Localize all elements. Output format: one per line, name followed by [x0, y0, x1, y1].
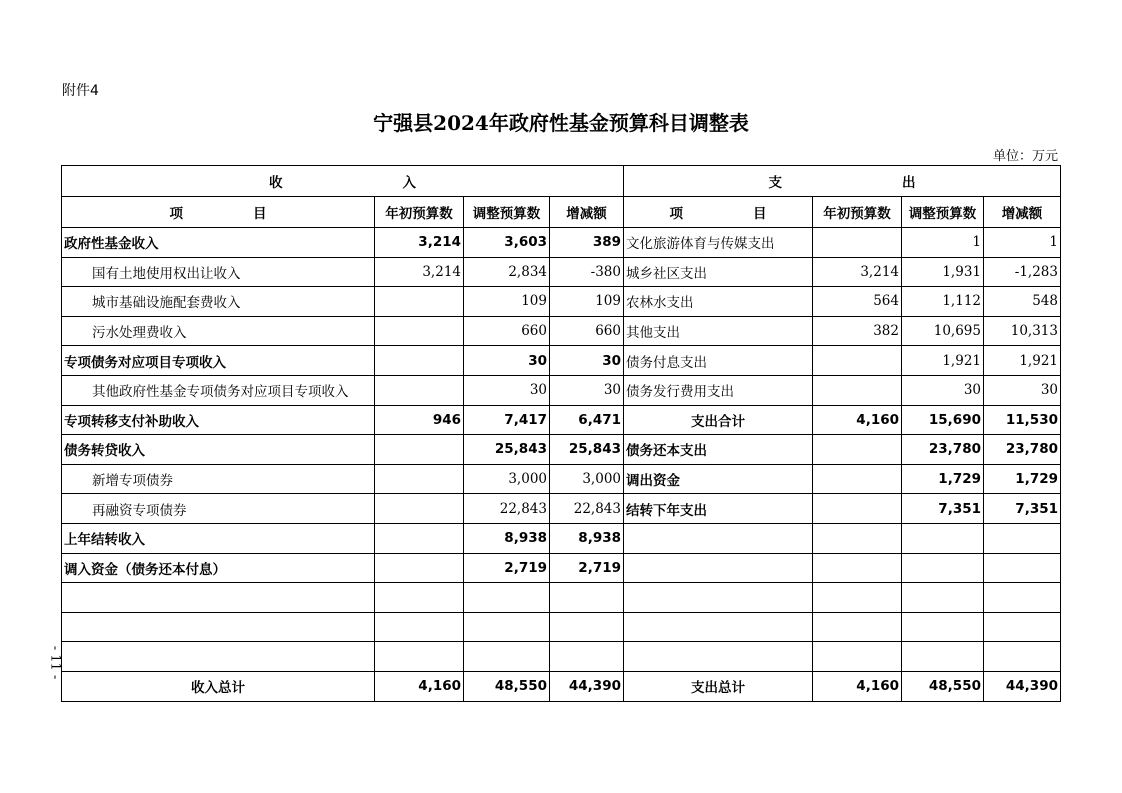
income-change-cell: 8,938: [550, 523, 624, 553]
income-initial-cell: [375, 464, 464, 494]
table-row: [62, 405, 1061, 435]
expense-change-cell: 1: [984, 228, 1061, 258]
income-change-cell: 3,000: [550, 464, 624, 494]
expense-change-cell: 30: [984, 375, 1061, 405]
page-title: 宁强县2024年政府性基金预算科目调整表: [373, 111, 749, 135]
income-adjusted-cell: 25,843: [464, 435, 550, 465]
income-adjusted-cell: 3,000: [464, 464, 550, 494]
table-row: [62, 287, 1061, 317]
income-item-cell: [62, 583, 375, 613]
expense-adjusted-cell: 1,921: [902, 346, 984, 376]
expense-change-cell: 23,780: [984, 435, 1061, 465]
income-initial-cell: [375, 642, 464, 672]
expense-initial-cell: [813, 553, 902, 583]
expense-adjusted-cell: 15,690: [902, 405, 984, 435]
expense-item-cell: 债务还本支出: [624, 435, 813, 465]
expense-initial-header: 年初预算数: [813, 197, 902, 228]
table-row: [62, 494, 1061, 524]
expense-initial-cell: 382: [813, 316, 902, 346]
income-item-cell: 再融资专项债券: [62, 494, 375, 524]
expense-initial-cell: [813, 435, 902, 465]
income-item-cell: [62, 642, 375, 672]
income-adjusted-header: 调整预算数: [464, 197, 550, 228]
income-initial-cell: [375, 346, 464, 376]
expense-initial-cell: [813, 494, 902, 524]
table-row: [62, 583, 1061, 613]
expense-header: 支 出: [624, 166, 1061, 197]
income-item-cell: 国有土地使用权出让收入: [62, 257, 375, 287]
expense-adjusted-cell: 10,695: [902, 316, 984, 346]
income-change-cell: 6,471: [550, 405, 624, 435]
income-change-cell: 44,390: [550, 671, 624, 701]
expense-change-cell: [984, 583, 1061, 613]
expense-initial-cell: [813, 583, 902, 613]
expense-initial-cell: [813, 464, 902, 494]
section-header-row: [62, 166, 1061, 197]
income-change-cell: [550, 612, 624, 642]
income-adjusted-cell: 660: [464, 316, 550, 346]
expense-change-cell: [984, 612, 1061, 642]
income-item-cell: 城市基础设施配套费收入: [62, 287, 375, 317]
income-change-header: 增减额: [550, 197, 624, 228]
income-adjusted-cell: [464, 642, 550, 672]
expense-change-cell: [984, 642, 1061, 672]
expense-item-cell: 调出资金: [624, 464, 813, 494]
income-initial-cell: 4,160: [375, 671, 464, 701]
income-adjusted-cell: 7,417: [464, 405, 550, 435]
income-change-cell: 109: [550, 287, 624, 317]
unit-label: 单位：万元: [992, 149, 1058, 164]
expense-change-cell: [984, 523, 1061, 553]
expense-initial-cell: [813, 523, 902, 553]
expense-initial-cell: [813, 346, 902, 376]
income-initial-cell: [375, 523, 464, 553]
income-initial-cell: [375, 316, 464, 346]
expense-adjusted-cell: 48,550: [902, 671, 984, 701]
income-initial-cell: [375, 583, 464, 613]
expense-item-cell: [624, 523, 813, 553]
expense-adjusted-cell: 1,931: [902, 257, 984, 287]
expense-adjusted-cell: 23,780: [902, 435, 984, 465]
income-header: 收 入: [62, 166, 624, 197]
expense-item-cell: [624, 612, 813, 642]
income-change-cell: 25,843: [550, 435, 624, 465]
attachment-label: 附件4: [62, 83, 99, 99]
income-initial-cell: [375, 553, 464, 583]
income-adjusted-cell: 2,834: [464, 257, 550, 287]
income-adjusted-cell: 48,550: [464, 671, 550, 701]
income-adjusted-cell: 109: [464, 287, 550, 317]
income-initial-cell: 3,214: [375, 257, 464, 287]
income-initial-cell: [375, 612, 464, 642]
income-change-cell: 2,719: [550, 553, 624, 583]
income-change-cell: 389: [550, 228, 624, 258]
expense-change-cell: 7,351: [984, 494, 1061, 524]
income-item-cell: 收入总计: [62, 671, 375, 701]
income-adjusted-cell: 30: [464, 346, 550, 376]
income-change-cell: 30: [550, 346, 624, 376]
expense-initial-cell: 3,214: [813, 257, 902, 287]
expense-item-cell: 文化旅游体育与传媒支出: [624, 228, 813, 258]
income-initial-cell: [375, 287, 464, 317]
income-item-cell: 污水处理费收入: [62, 316, 375, 346]
income-change-cell: 22,843: [550, 494, 624, 524]
expense-change-cell: 548: [984, 287, 1061, 317]
expense-change-cell: 1,729: [984, 464, 1061, 494]
table-row: [62, 523, 1061, 553]
expense-change-header: 增减额: [984, 197, 1061, 228]
expense-change-cell: [984, 553, 1061, 583]
income-change-cell: 660: [550, 316, 624, 346]
income-item-cell: 调入资金（债务还本付息）: [62, 553, 375, 583]
income-item-cell: 专项转移支付补助收入: [62, 405, 375, 435]
expense-change-cell: 10,313: [984, 316, 1061, 346]
expense-change-cell: -1,283: [984, 257, 1061, 287]
table-row: [62, 346, 1061, 376]
expense-adjusted-cell: [902, 612, 984, 642]
expense-item-header: 项 目: [624, 197, 813, 228]
expense-item-cell: 支出合计: [624, 405, 813, 435]
expense-adjusted-header: 调整预算数: [902, 197, 984, 228]
expense-adjusted-cell: [902, 523, 984, 553]
expense-adjusted-cell: 1: [902, 228, 984, 258]
expense-adjusted-cell: 1,112: [902, 287, 984, 317]
expense-initial-cell: 4,160: [813, 671, 902, 701]
income-change-cell: 30: [550, 375, 624, 405]
expense-initial-cell: [813, 228, 902, 258]
income-item-cell: 新增专项债券: [62, 464, 375, 494]
income-change-cell: [550, 583, 624, 613]
income-item-cell: [62, 612, 375, 642]
expense-adjusted-cell: 7,351: [902, 494, 984, 524]
expense-item-cell: [624, 553, 813, 583]
expense-adjusted-cell: 1,729: [902, 464, 984, 494]
table-row: [62, 257, 1061, 287]
income-adjusted-cell: 3,603: [464, 228, 550, 258]
income-item-cell: 其他政府性基金专项债务对应项目专项收入: [62, 375, 375, 405]
expense-initial-cell: 4,160: [813, 405, 902, 435]
expense-change-cell: 44,390: [984, 671, 1061, 701]
expense-item-cell: 结转下年支出: [624, 494, 813, 524]
income-adjusted-cell: 2,719: [464, 553, 550, 583]
income-item-cell: 债务转贷收入: [62, 435, 375, 465]
income-change-cell: -380: [550, 257, 624, 287]
table-row: [62, 642, 1061, 672]
table-row: [62, 612, 1061, 642]
table-row: [62, 464, 1061, 494]
table-row: [62, 316, 1061, 346]
expense-item-cell: 债务发行费用支出: [624, 375, 813, 405]
expense-adjusted-cell: [902, 642, 984, 672]
income-adjusted-cell: 8,938: [464, 523, 550, 553]
expense-item-cell: 支出总计: [624, 671, 813, 701]
income-initial-cell: 946: [375, 405, 464, 435]
expense-item-cell: 其他支出: [624, 316, 813, 346]
income-initial-cell: [375, 435, 464, 465]
expense-item-cell: [624, 583, 813, 613]
expense-item-cell: 债务付息支出: [624, 346, 813, 376]
table-row: [62, 228, 1061, 258]
expense-initial-cell: [813, 612, 902, 642]
income-initial-header: 年初预算数: [375, 197, 464, 228]
expense-initial-cell: [813, 375, 902, 405]
income-item-cell: 政府性基金收入: [62, 228, 375, 258]
income-item-header: 项 目: [62, 197, 375, 228]
income-item-cell: 专项债务对应项目专项收入: [62, 346, 375, 376]
table-row: [62, 671, 1061, 701]
income-initial-cell: 3,214: [375, 228, 464, 258]
income-adjusted-cell: [464, 612, 550, 642]
table-row: [62, 375, 1061, 405]
expense-item-cell: 农林水支出: [624, 287, 813, 317]
expense-change-cell: 1,921: [984, 346, 1061, 376]
expense-adjusted-cell: 30: [902, 375, 984, 405]
expense-item-cell: 城乡社区支出: [624, 257, 813, 287]
income-adjusted-cell: 22,843: [464, 494, 550, 524]
expense-initial-cell: [813, 642, 902, 672]
income-adjusted-cell: [464, 583, 550, 613]
table-row: [62, 553, 1061, 583]
page-number: - 11 -: [47, 645, 63, 680]
income-item-cell: 上年结转收入: [62, 523, 375, 553]
expense-initial-cell: 564: [813, 287, 902, 317]
income-initial-cell: [375, 494, 464, 524]
income-initial-cell: [375, 375, 464, 405]
table-row: [62, 435, 1061, 465]
column-header-row: [62, 197, 1061, 228]
expense-item-cell: [624, 642, 813, 672]
expense-adjusted-cell: [902, 583, 984, 613]
budget-table: [61, 165, 1061, 702]
expense-change-cell: 11,530: [984, 405, 1061, 435]
income-adjusted-cell: 30: [464, 375, 550, 405]
income-change-cell: [550, 642, 624, 672]
expense-adjusted-cell: [902, 553, 984, 583]
